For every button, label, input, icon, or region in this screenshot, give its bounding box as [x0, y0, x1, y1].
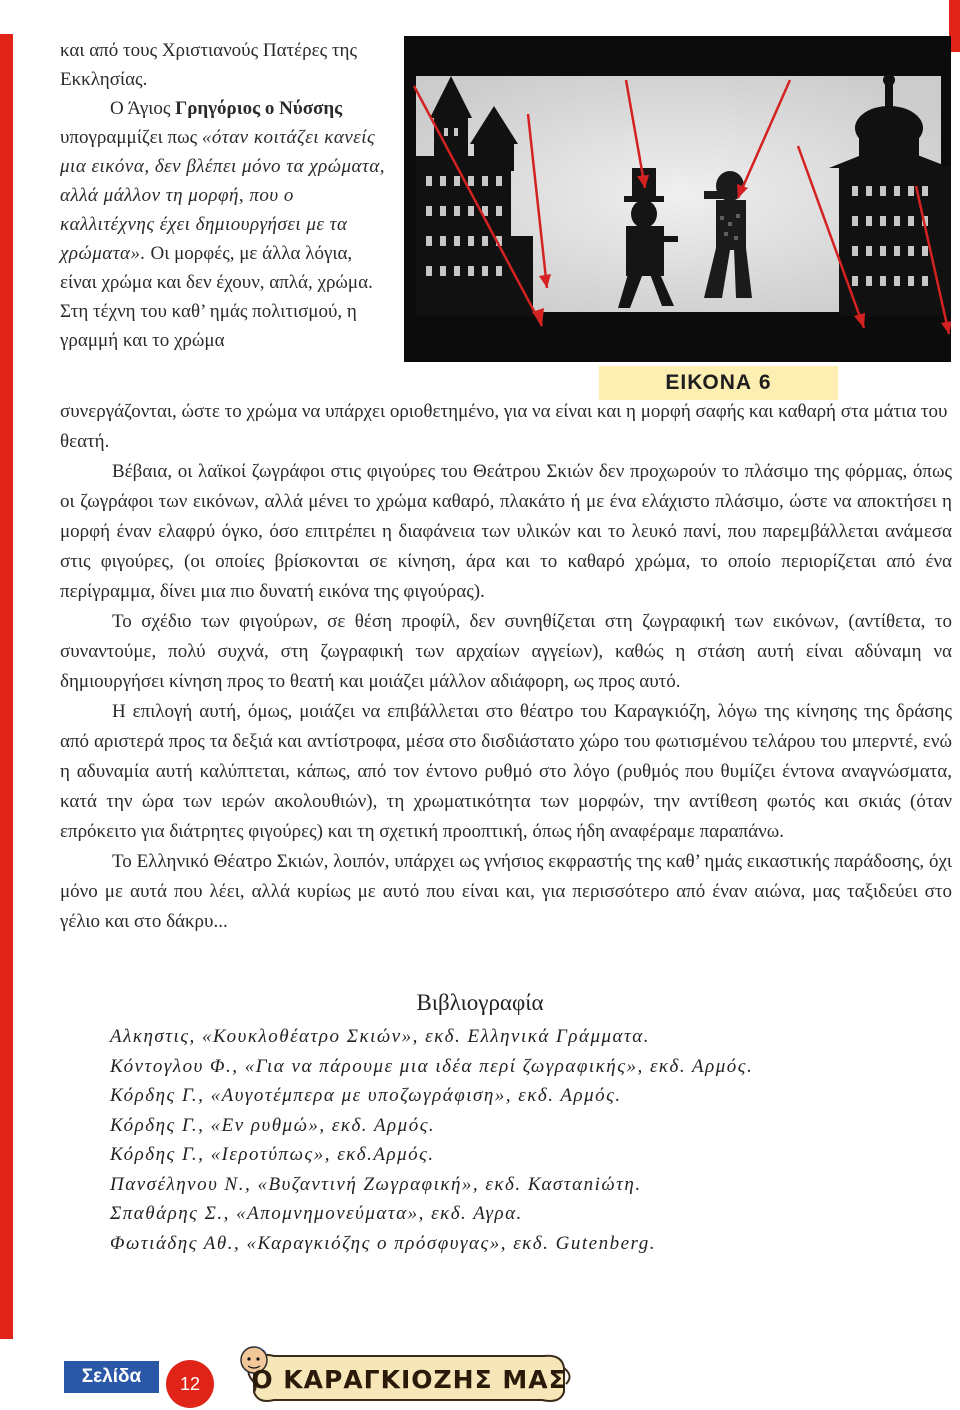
shadow-theatre-photo: [404, 36, 951, 362]
bibliography-item: Αλκηστις, «Κουκλοθέατρο Σκιών», εκδ. Ελληνικά Γράμματα.: [110, 1026, 651, 1047]
body-paragraph-3: Η επιλογή αυτή, όμως, μοιάζει να επιβάλλεται στο θέατρο του Καραγκιόζη, λόγω της κίνησης της δράσης από αριστερά προς τα δεξιά και αντίστροφα, μέσα στο δισδιάστατο χώρο του φωτισμένου τελάρου του μπερντέ, ενώ η αδυναμία αυτή καλύπτεται, κάπως, από τον έντονο ρυθμό στο λόγο (ρυθμός που θυμίζει έντονα αναγνώσματα, κατά την ώρα των ιερών ακολουθιών), τη χρωματικότητα των μορφών, την αντίθεση φωτός και σκιάς (όταν επρόκειτο για διάτρητες φιγούρες) και τη σχετική προοπτική, όπως ήδη αναφέραμε παραπάνω.: [60, 701, 952, 842]
shadow-theatre-illustration: [404, 36, 951, 362]
body-paragraph-0: συνεργάζονται, ώστε το χρώμα να υπάρχει οριοθετημένο, για να είναι και η μορφή σαφής και καθαρή στα μάτια του θεατή.: [60, 401, 948, 452]
body-paragraph-0-wrap: [60, 397, 952, 457]
page-label: Σελίδα: [64, 1361, 159, 1393]
karagiozis-logo: [224, 1340, 574, 1410]
body-paragraph-2: Το σχέδιο των φιγούρων, σε θέση προφίλ, δεν συνηθίζεται στη ζωγραφική των εικόνων, (αντίθετα, το συναντούμε, πολύ συχνά, στη ζωγραφική των αρχαίων αγγείων), καθώς η στάση αυτή είναι αδύναμη να δημιουργήσει κίνηση προς το θεατή και μοιάζει μάλλον αδιάφορη, ως προς αυτό.: [60, 611, 952, 692]
body-paragraph-4: Το Ελληνικό Θέατρο Σκιών, λοιπόν, υπάρχει ως γνήσιος εκφραστής της καθ’ ημάς εικαστικής παράδοσης, όχι μόνο με αυτά που λέει, αλλά κυρίως με αυτό που είναι και, για περισσότερο από έναν αιώνα, μας ταξιδεύει στο γέλιο και στο δάκρυ...: [60, 851, 952, 932]
bibliography-item: Φωτιάδης Αθ., «Καραγκιόζης ο πρόσφυγας», εκδ. Gutenberg.: [110, 1232, 656, 1254]
bibliography-item: Σπαθάρης Σ., «Απομνημονεύματα», εκδ. Αγρα.: [110, 1203, 523, 1224]
intro-paragraph-2: [60, 94, 390, 355]
body-paragraph-1: Βέβαια, οι λαϊκοί ζωγράφοι στις φιγούρες του Θεάτρου Σκιών δεν προχωρούν το πλάσιμο της φόρμας, όπως οι ζωγράφοι των εικόνων, αλλά μένει το χρώμα καθαρό, πλακάτο ή με ένα ελάχιστο πλάσιμο, ώστε να αποκτήσει η μορφή έναν ελαφρύ όγκο, όσο επιτρέπει η διαφάνεια των υλικών και το λευκό πανί, που παρεμβάλλεται ανάμεσα στις φιγούρες, (οι οποίες βρίσκονται σε κίνηση, άρα και το καθαρό χρώμα, το οποίο περιορίζεται από ένα περίγραμμα, δίνει μια πιο δυνατή εικόνα της φιγούρας).: [60, 461, 952, 602]
logo-text: Ο ΚΑΡΑΓΚΙΟΖΗΣ ΜΑΣ: [251, 1365, 567, 1394]
main-text: [60, 457, 952, 937]
intro-text: υπογραμμίζει πως: [60, 127, 202, 148]
bibliography-item: Κόρδης Γ., «Αυγοτέμπερα με υποζωγράφιση», εκδ. Αρμός.: [110, 1085, 622, 1106]
intro-paragraph-1: και από τους Χριστιανούς Πατέρες της Εκκλησίας.: [60, 40, 357, 90]
bibliography-item: Κόρδης Γ., «Εν ρυθμώ», εκδ. Αρμός.: [110, 1114, 436, 1136]
bibliography-list: [110, 1022, 910, 1258]
bibliography-item: Πανσέληνου Ν., «Βυζαντινή Ζωγραφική», εκδ. Κασταniώτη.: [110, 1173, 642, 1195]
side-color-bar: [0, 34, 13, 1339]
figure-caption: ΕΙΚΟΝΑ 6: [599, 366, 838, 400]
intro-text: Οι μορφές, με άλλα λόγια, είναι χρώμα και δεν έχουν, απλά, χρώμα. Στη τέχνη του καθ’ ημάς πολιτισμού, η γραμμή και το χρώμα: [60, 243, 373, 351]
bibliography-title: Βιβλιογραφία: [416, 990, 544, 1015]
intro-text: Ο Άγιος: [110, 98, 176, 119]
bibliography-item: Κόντογλου Φ., «Για να πάρουμε μια ιδέα περί ζωγραφικής», εκδ. Αρμός.: [110, 1055, 754, 1077]
bibliography-item: Κόρδης Γ., «Ιεροτύπως», εκδ.Αρμός.: [110, 1144, 435, 1165]
intro-column: [60, 36, 390, 355]
quote-text: «όταν κοιτάζει κανείς μια εικόνα, δεν βλέπει μόνο τα χρώματα, αλλά μάλλον τη μορφή, που ο καλλιτέχνης έχει δημιουργήσει με τα χρώματα».: [60, 127, 386, 264]
saint-name: Γρηγόριος ο Νύσσης: [175, 98, 343, 119]
page-number-badge: 12: [166, 1360, 214, 1408]
